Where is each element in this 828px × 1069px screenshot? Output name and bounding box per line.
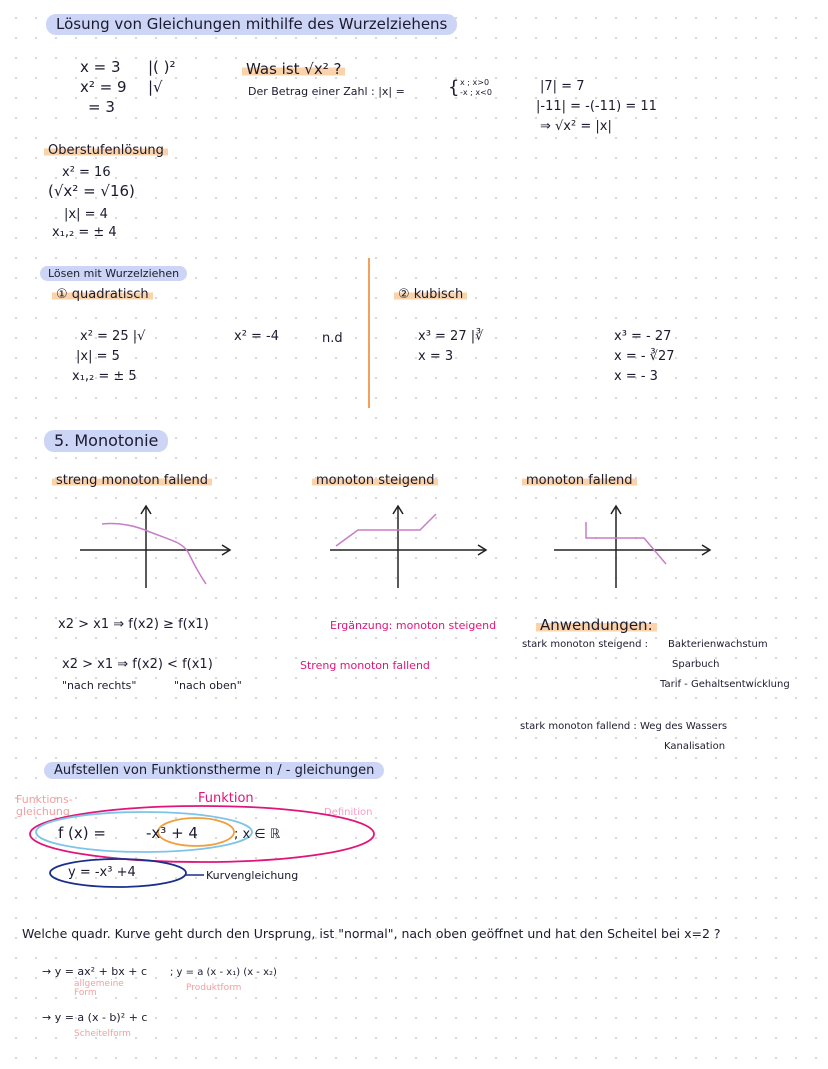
quad-line: |x| = 5 — [76, 349, 120, 364]
graph-monoton-fallend — [548, 502, 718, 592]
anwendung-item: Tarif - Gehaltsentwicklung — [660, 679, 790, 690]
anwendungen-title: Anwendungen: — [536, 618, 657, 633]
anwendung-item: Bakterienwachstum — [668, 639, 768, 650]
kub-line: x = 3 — [418, 349, 454, 364]
function-f-expression: f (x) = — [58, 824, 106, 842]
monotonie-title: 5. Monotonie — [44, 430, 168, 452]
form-scheitel: → y = a (x - b)² + c — [42, 1011, 148, 1024]
graph-label: monoton steigend — [312, 474, 438, 487]
anwendung-item: Sparbuch — [672, 659, 720, 670]
question-quadr-kurve: Welche quadr. Kurve geht durch den Ursprung, ist "normal", nach oben geöffnet und hat den Scheitel bei x=2 ? — [22, 926, 721, 941]
rule-monoton-steigend: x2 > x1 ⇒ f(x2) ≥ f(x1) — [58, 617, 209, 632]
quad-negative-result: n.d — [322, 331, 343, 346]
kub-line: x³ = 27 |∛ — [418, 329, 484, 344]
graph-label: monoton fallend — [522, 474, 637, 487]
anwendung-fallend-label: stark monoton fallend : — [520, 721, 637, 732]
divider-line — [367, 258, 371, 408]
eq-line: x² = 9 — [80, 78, 127, 96]
oberstufe-title: Oberstufenlösung — [44, 144, 168, 157]
label-produktform: Produktform — [186, 983, 242, 993]
kurven-equation: y = -x³ +4 — [68, 865, 136, 880]
betrag-case: x ; x>0 — [460, 78, 490, 87]
ergaenzung-note: Ergänzung: monoton steigend — [330, 619, 497, 632]
anwendung-steigend-label: stark monoton steigend : — [522, 639, 649, 650]
definition-label: Definition — [324, 807, 373, 818]
label-scheitelform: Scheitelform — [74, 1029, 131, 1039]
graph-streng-monoton-fallend — [70, 502, 240, 592]
kurvengleichung-label: Kurvengleichung — [206, 869, 299, 882]
aufstellen-title: Aufstellen von Funktionstherme n / - gleichungen — [44, 762, 384, 779]
kub-neg-line: x = - 3 — [614, 369, 658, 384]
eq-line: x = 3 — [80, 58, 121, 76]
funktion-label: Funktion — [198, 791, 254, 806]
form-produkt: ; y = a (x - x₁) (x - x₂) — [170, 967, 277, 978]
rule-streng-fallend: x2 > x1 ⇒ f(x2) < f(x1) — [62, 657, 213, 672]
kub-neg-line: x = - ∛27 — [614, 349, 675, 364]
kubisch-label: ② kubisch — [394, 288, 467, 301]
function-term: -x³ + 4 — [146, 824, 198, 842]
quad-line: x² = 25 |√ — [80, 329, 146, 344]
streng-fallend-note: Streng monoton fallend — [300, 659, 430, 672]
form-allgemein: → y = ax² + bx + c — [42, 965, 148, 978]
function-domain: ; x ∈ ℝ — [234, 827, 281, 842]
anwendung-item: Weg des Wassers — [640, 721, 728, 732]
nach-oben-note: "nach oben" — [174, 679, 242, 692]
question-sqrt: Was ist √x² ? — [242, 62, 345, 77]
graph-label: streng monoton fallend — [52, 474, 212, 487]
oberstufe-line: x₁,₂ = ± 4 — [52, 225, 117, 240]
betrag-example: |7| = 7 — [540, 79, 585, 94]
betrag-example: |-11| = -(-11) = 11 — [536, 99, 657, 114]
quadratisch-label: ① quadratisch — [52, 288, 153, 301]
betrag-example: ⇒ √x² = |x| — [540, 119, 612, 134]
oberstufe-line: (√x² = √16) — [48, 182, 135, 200]
oberstufe-line: |x| = 4 — [64, 207, 108, 222]
quad-line: x₁,₂ = ± 5 — [72, 369, 137, 384]
label-allgemeine-form: allgemeine Form — [74, 979, 124, 998]
eq-line: = 3 — [88, 98, 115, 116]
graph-monoton-steigend — [324, 502, 494, 592]
quad-negative: x² = -4 — [234, 329, 280, 344]
anwendung-item: Kanalisation — [664, 741, 726, 752]
nach-rechts-note: "nach rechts" — [62, 679, 137, 692]
funktionsgleichung-label: Funktions-gleichung — [16, 793, 73, 818]
brace-icon: { — [448, 77, 460, 98]
oberstufe-line: x² = 16 — [62, 165, 111, 180]
wurzelziehen-title: Lösen mit Wurzelziehen — [40, 266, 187, 281]
kub-neg-line: x³ = - 27 — [614, 329, 672, 344]
section-title-wurzelziehen: Lösung von Gleichungen mithilfe des Wurzelziehens — [46, 14, 457, 35]
operation-note: |√ — [148, 78, 163, 96]
operation-note: |( )² — [148, 58, 176, 76]
betrag-definition: Der Betrag einer Zahl : |x| = — [248, 85, 405, 98]
betrag-case: -x ; x<0 — [460, 88, 492, 97]
